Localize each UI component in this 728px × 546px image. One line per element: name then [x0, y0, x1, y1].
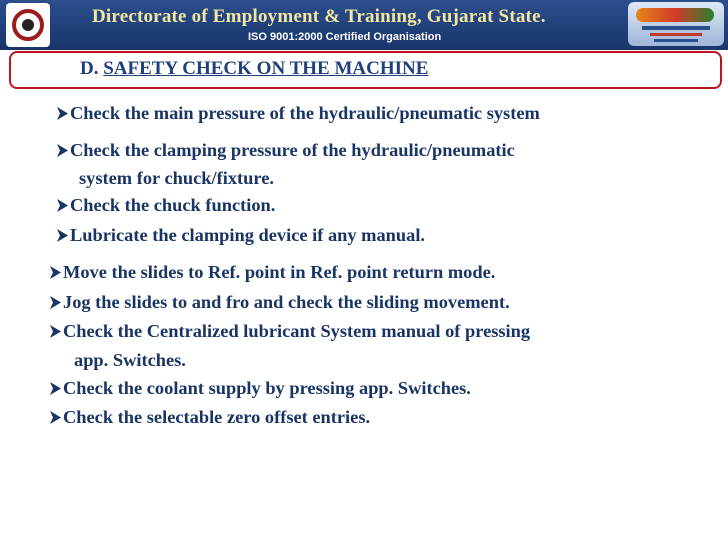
section-heading: SAFETY CHECK ON THE MACHINE: [103, 58, 429, 79]
list-item: Move the slides to Ref. point in Ref. point return mode.: [50, 262, 495, 283]
list-item: Check the coolant supply by pressing app. Switches.: [50, 378, 471, 399]
list-item: Check the clamping pressure of the hydraulic/pneumatic: [57, 140, 515, 161]
section-prefix: D.: [80, 58, 99, 79]
arrow-bullet-icon: [57, 107, 68, 120]
list-item: Check the selectable zero offset entries.: [50, 407, 370, 428]
list-item: Check the Centralized lubricant System manual of pressing: [50, 321, 530, 342]
list-item: Jog the slides to and fro and check the sliding movement.: [50, 292, 510, 313]
arrow-bullet-icon: [50, 325, 61, 338]
vibrant-gujarat-logo: [628, 2, 724, 46]
arrow-bullet-icon: [57, 144, 68, 157]
arrow-bullet-icon: [50, 411, 61, 424]
list-item: Lubricate the clamping device if any manual.: [57, 225, 425, 246]
list-item: Check the main pressure of the hydraulic/pneumatic system: [57, 103, 540, 124]
arrow-bullet-icon: [57, 229, 68, 242]
arrow-bullet-icon: [50, 382, 61, 395]
arrow-bullet-icon: [50, 266, 61, 279]
list-item: Check the chuck function.: [57, 195, 275, 216]
arrow-bullet-icon: [50, 296, 61, 309]
arrow-bullet-icon: [57, 199, 68, 212]
header-banner: [0, 0, 728, 50]
list-item-continuation: system for chuck/fixture.: [79, 168, 274, 188]
emblem-logo: [6, 3, 50, 47]
header-subtitle: ISO 9001:2000 Certified Organisation: [248, 31, 442, 43]
header-title: Directorate of Employment & Training, Gujarat State.: [92, 6, 546, 27]
section-title: [80, 58, 428, 80]
list-item-continuation: app. Switches.: [74, 350, 186, 370]
